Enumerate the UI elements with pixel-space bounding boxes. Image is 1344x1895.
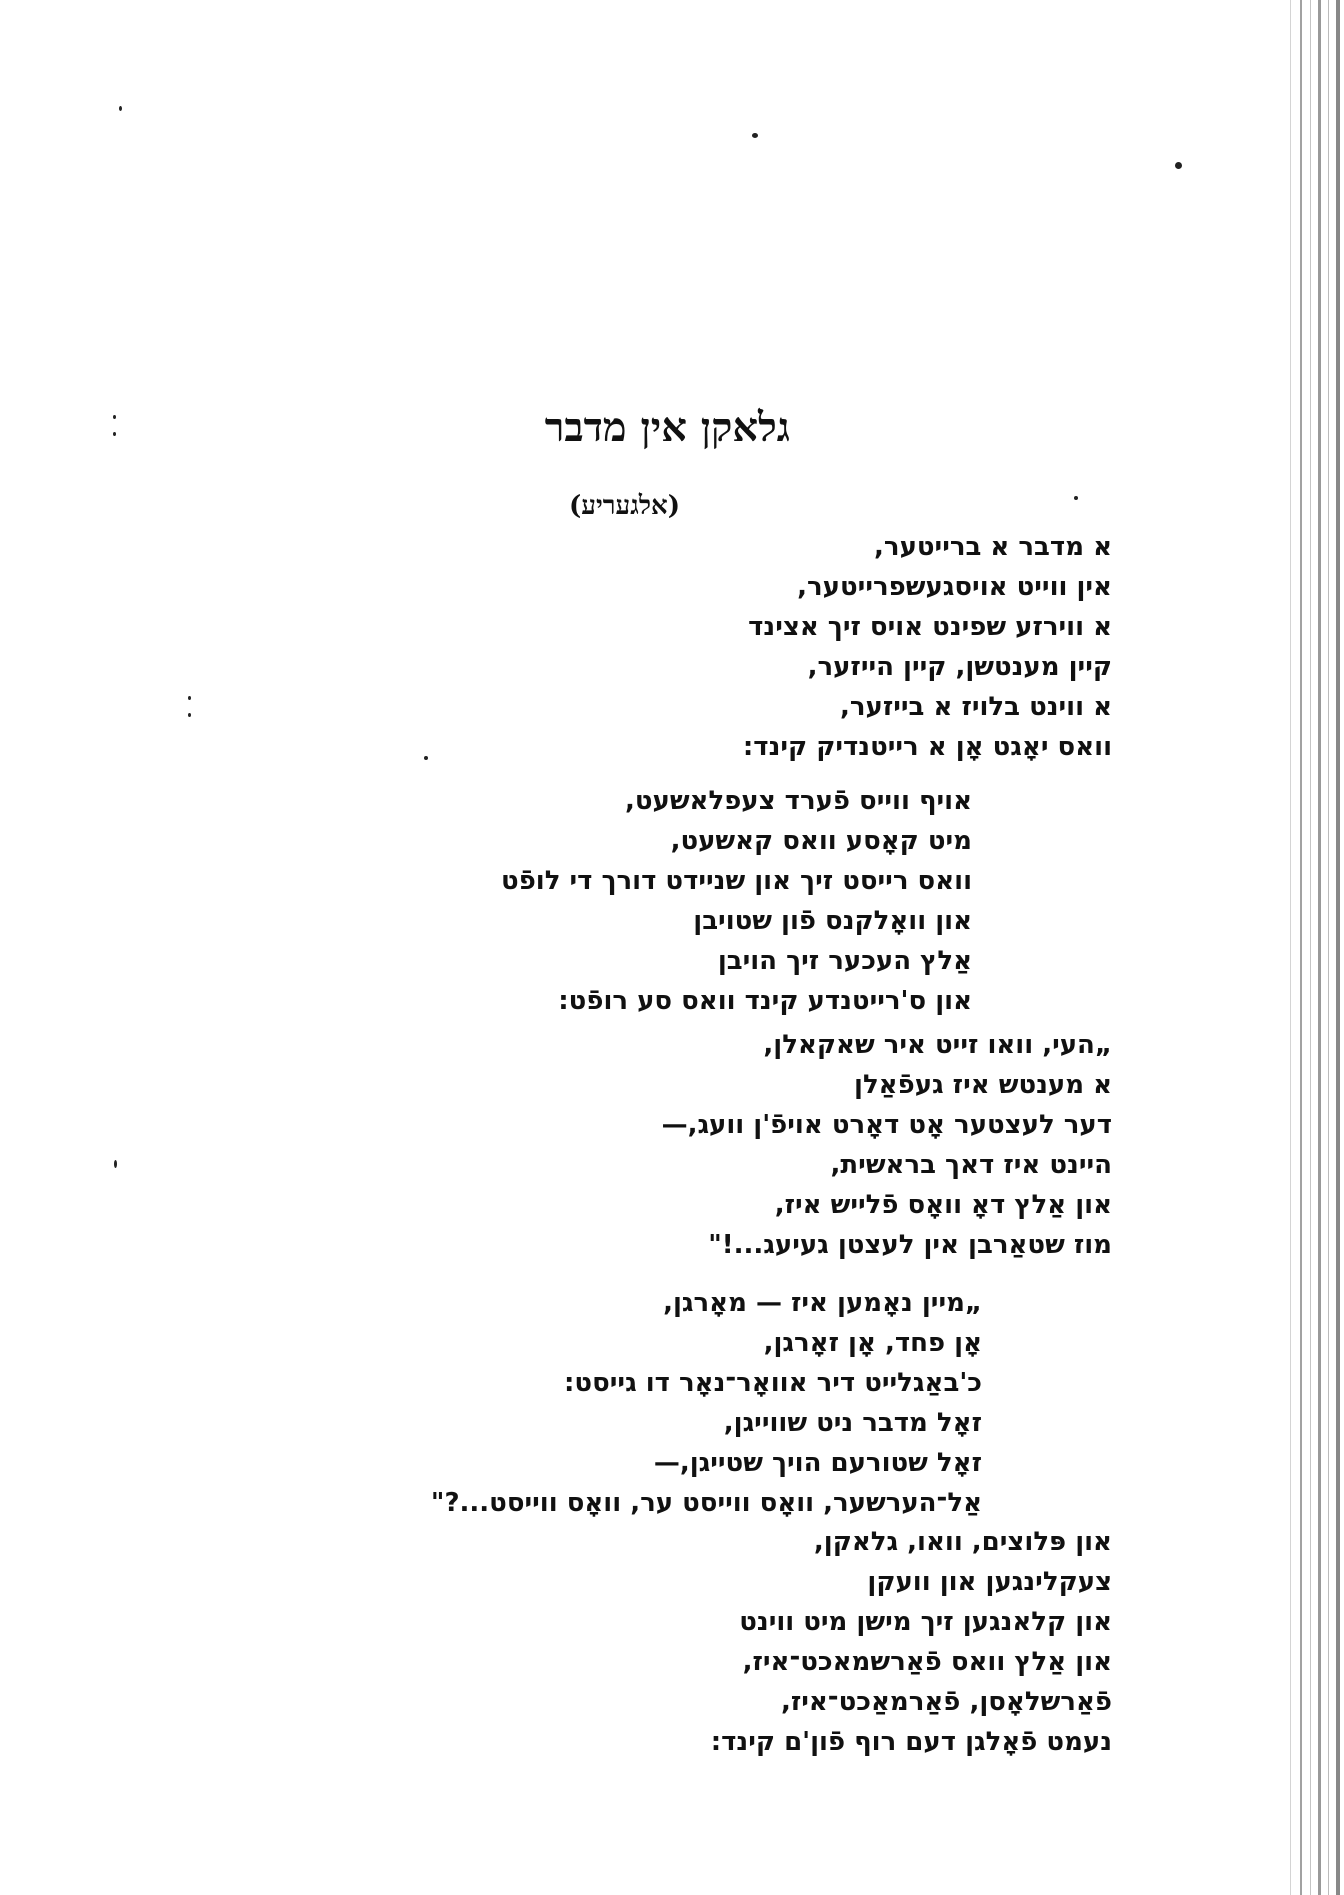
- poem-line: נעמט פֿאָלגן דעם רוף פֿון'ם קינד:: [710, 1727, 1112, 1757]
- scan-speck: [113, 415, 116, 419]
- poem-line: כ'באַגלייט דיר אוואָר־נאָר דו גייסט:: [564, 1368, 982, 1398]
- page-edge: [1290, 0, 1291, 1895]
- poem-title: גלאקן אין מדבר: [544, 404, 790, 451]
- poem-line: זאָל מדבר ניט שווייגן,: [723, 1408, 982, 1438]
- scan-speck: [1175, 162, 1182, 169]
- poem-line: פֿאַרשלאָסן, פֿאַרמאַכט־איז,: [780, 1687, 1112, 1717]
- poem-line: וואס יאָגט אָן א רייטנדיק קינד:: [742, 732, 1112, 762]
- poem-line: וואס רייסט זיך און שניידט דורך די לופֿט: [501, 866, 972, 896]
- poem-line: צעקלינגען און וועקן: [867, 1567, 1112, 1597]
- scan-speck: [119, 106, 122, 111]
- page-edge: [1336, 0, 1340, 1895]
- poem-line: קיין מענטשן, קיין הייזער,: [807, 652, 1112, 682]
- poem-line: א ווירזע שפינט אויס זיך אצינד: [748, 612, 1112, 642]
- page-edge: [1328, 0, 1329, 1895]
- poem-line: „מיין נאָמען איז — מאָרגן,: [663, 1288, 982, 1318]
- poem-line: אָן פחד, אָן זאָרגן,: [763, 1328, 982, 1358]
- poem-line: און אַלץ דאָ וואָס פֿלייש איז,: [774, 1190, 1112, 1220]
- poem-line: אויף ווייס פֿערד צעפלאשעט,: [624, 786, 972, 816]
- poem-subtitle: (אלגעריע): [568, 491, 680, 521]
- poem-line: זאָל שטורעם הויך שטייגן,—: [653, 1448, 982, 1478]
- scan-speck: [113, 432, 116, 436]
- page-edge: [1310, 0, 1311, 1895]
- scan-speck: [424, 756, 428, 760]
- scan-speck: [188, 713, 191, 717]
- stanza-5: [711, 1522, 1112, 1762]
- poem-line: און פּלוצים, וואו, גלאקן,: [813, 1527, 1112, 1557]
- poem-line: און אַלץ וואס פֿאַרשמאכט־איז,: [742, 1647, 1112, 1677]
- scan-speck: [752, 133, 758, 138]
- poem-line: און ס'רייטנדע קינד וואס סע רופֿט:: [558, 986, 972, 1016]
- poem-line: היינט איז דאך בראשית,: [830, 1150, 1112, 1180]
- stanza-4: [431, 1283, 982, 1523]
- poem-line: „העי, וואו זייט איר שאקאלן,: [763, 1030, 1112, 1060]
- poem-line: און וואָלקנס פֿון שטויבן: [693, 906, 972, 936]
- poem-line: דער לעצטער אָט דאָרט אויפֿ'ן וועג,—: [661, 1110, 1112, 1140]
- stanza-1: [743, 527, 1112, 767]
- poem-line: אין ווייט אויסגעשפרייטער,: [797, 572, 1112, 602]
- page-edge: [1318, 0, 1321, 1895]
- poem-line: מוז שטאַרבן אין לעצטן געיעג...!": [708, 1230, 1112, 1260]
- page-edge: [1300, 0, 1302, 1895]
- scan-speck: [114, 1160, 117, 1168]
- poem-line: מיט קאָסע וואס קאשעט,: [670, 826, 972, 856]
- poem-line: אַל־הערשער, וואָס ווייסט ער, וואָס ווייסט...?": [430, 1488, 982, 1518]
- poem-line: א מדבר א ברייטער,: [874, 532, 1112, 562]
- scan-speck: [188, 696, 191, 700]
- poem-line: א ווינט בלויז א בייזער,: [839, 692, 1112, 722]
- poem-line: א מענטש איז געפֿאַלן: [854, 1070, 1112, 1100]
- stanza-2: [501, 781, 972, 1021]
- stanza-3: [662, 1025, 1112, 1265]
- poem-line: און קלאנגען זיך מישן מיט ווינט: [739, 1607, 1112, 1637]
- scan-speck: [1074, 496, 1078, 500]
- poem-line: אַלץ העכער זיך הויבן: [717, 946, 972, 976]
